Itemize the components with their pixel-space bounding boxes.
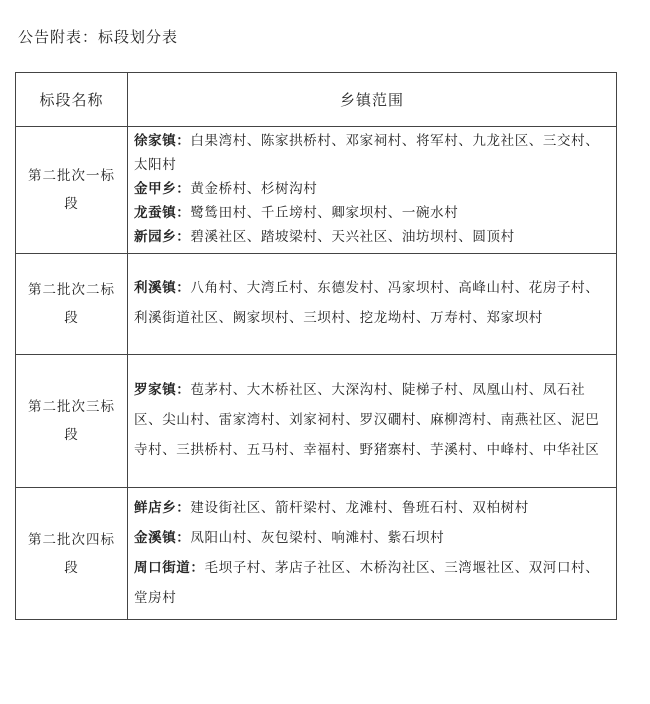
table-row <box>16 488 617 620</box>
table-row <box>16 127 617 254</box>
town-name: 龙蚕镇： <box>134 205 191 221</box>
town-name: 新园乡： <box>134 229 191 245</box>
segment-name-cell: 第二批次一标段 <box>16 127 128 254</box>
town-name: 金溪镇： <box>134 529 191 546</box>
table-row <box>16 355 617 488</box>
town-name: 金甲乡： <box>134 181 191 197</box>
town-name: 周口街道： <box>134 559 205 576</box>
village-list: 碧溪社区、踏坡梁村、天兴社区、油坊坝村、圆顶村 <box>190 229 515 245</box>
village-list: 建设街社区、箭杆梁村、龙滩村、鲁班石村、双柏树村 <box>190 499 529 516</box>
town-name: 鲜店乡： <box>134 499 191 516</box>
table-header-row <box>16 73 617 127</box>
town-range-cell <box>128 254 617 355</box>
town-range-cell <box>128 488 617 620</box>
segment-name-cell: 第二批次三标段 <box>16 355 128 488</box>
header-town-range: 乡镇范围 <box>128 73 617 127</box>
village-list: 鹭鸶田村、千丘塝村、卿家坝村、一碗水村 <box>190 205 459 221</box>
village-list: 苞茅村、大木桥社区、大深沟村、陡梯子村、凤凰山村、凤石社区、尖山村、雷家湾村、刘家祠村、罗汉礀村、麻柳湾村、南燕社区、泥巴寺村、三拱桥村、五马村、幸福村、野猪寨村、芋溪村、中峰村、中华社区 <box>134 382 600 458</box>
village-list: 白果湾村、陈家拱桥村、邓家祠村、将军村、九龙社区、三交村、太阳村 <box>134 133 600 173</box>
town-range-cell <box>128 355 617 488</box>
town-name: 徐家镇： <box>134 133 191 149</box>
village-list: 凤阳山村、灰包梁村、响滩村、紫石坝村 <box>190 529 445 546</box>
village-list: 毛坝子村、茅店子社区、木桥沟社区、三湾堰社区、双河口村、堂房村 <box>134 559 600 606</box>
town-name: 利溪镇： <box>134 280 191 296</box>
town-range-cell <box>128 127 617 254</box>
town-name: 罗家镇： <box>134 382 191 398</box>
page-title: 公告附表：标段划分表 <box>18 28 179 46</box>
table-row <box>16 254 617 355</box>
village-list: 黄金桥村、杉树沟村 <box>190 181 318 197</box>
segment-name-cell: 第二批次四标段 <box>16 488 128 620</box>
header-segment-name: 标段名称 <box>16 73 128 127</box>
segment-name-cell: 第二批次二标段 <box>16 254 128 355</box>
village-list: 八角村、大湾丘村、东德发村、冯家坝村、高峰山村、花房子村、利溪街道社区、阙家坝村、三坝村、挖龙坳村、万寿村、郑家坝村 <box>134 280 600 326</box>
segment-table <box>15 72 617 620</box>
